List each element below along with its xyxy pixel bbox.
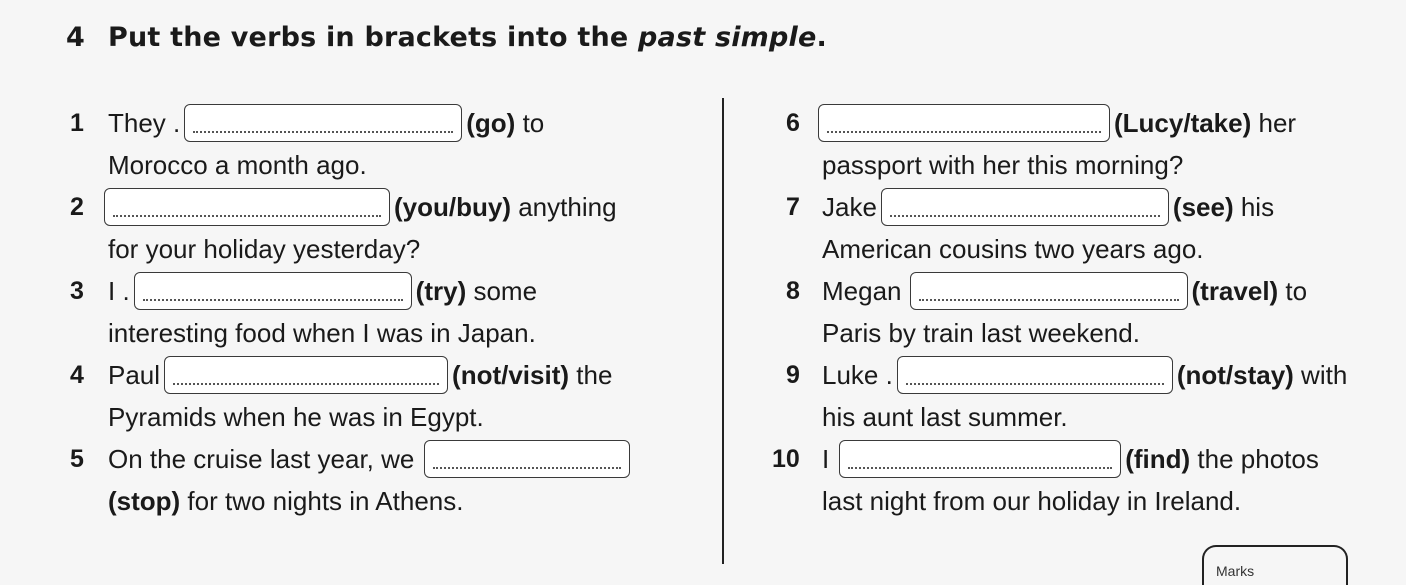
question-text: to xyxy=(515,108,545,138)
question-number: 9 xyxy=(786,361,800,389)
question-6-line-1 xyxy=(786,103,1297,143)
exercise-heading xyxy=(66,22,827,53)
verb-prompt: (not/visit) xyxy=(452,360,570,390)
question-number: 7 xyxy=(786,193,800,221)
question-number: 3 xyxy=(70,277,84,305)
question-text: I . xyxy=(108,276,130,306)
verb-prompt: (stop) xyxy=(108,486,181,516)
question-2-line-1 xyxy=(70,187,617,227)
answer-box-8[interactable] xyxy=(910,272,1188,310)
question-number: 2 xyxy=(70,193,84,221)
question-4-line-2: Pyramids when he was in Egypt. xyxy=(108,402,484,432)
question-text: Paul xyxy=(108,360,161,390)
question-text: the xyxy=(569,360,613,390)
question-text: for two nights in Athens. xyxy=(180,486,464,516)
question-1-line-1 xyxy=(70,103,545,143)
answer-box-7[interactable] xyxy=(881,188,1169,226)
question-number: 6 xyxy=(786,109,800,137)
verb-prompt: (see) xyxy=(1172,192,1234,222)
question-8-line-1 xyxy=(786,271,1308,311)
question-1-line-2: Morocco a month ago. xyxy=(108,150,367,180)
question-9-line-2: his aunt last summer. xyxy=(822,402,1068,432)
marks-label: Marks xyxy=(1216,563,1255,579)
heading-end: . xyxy=(816,22,827,53)
verb-prompt: (travel) xyxy=(1191,276,1279,306)
answer-box-3[interactable] xyxy=(134,272,412,310)
question-text: his xyxy=(1233,192,1275,222)
question-text: some xyxy=(466,276,538,306)
question-text: her xyxy=(1251,108,1297,138)
question-number: 1 xyxy=(70,109,84,137)
answer-box-5[interactable] xyxy=(424,440,630,478)
answer-box-10[interactable] xyxy=(839,440,1121,478)
marks-box xyxy=(1202,545,1348,585)
question-text: to xyxy=(1278,276,1308,306)
question-number: 8 xyxy=(786,277,800,305)
question-text: I xyxy=(822,444,830,474)
question-number: 10 xyxy=(772,445,800,473)
answer-box-6[interactable] xyxy=(818,104,1110,142)
question-6-line-2: passport with her this morning? xyxy=(822,150,1184,180)
question-text: anything xyxy=(511,192,617,222)
verb-prompt: (try) xyxy=(415,276,467,306)
question-text: Jake xyxy=(822,192,877,222)
verb-prompt: (go) xyxy=(466,108,516,138)
question-10-line-1 xyxy=(772,439,1319,479)
question-8-line-2: Paris by train last weekend. xyxy=(822,318,1140,348)
heading-italic: past simple xyxy=(638,22,817,53)
question-7-line-1 xyxy=(786,187,1275,227)
question-text: They . xyxy=(108,108,181,138)
question-text: On the cruise last year, we xyxy=(108,444,415,474)
question-5-line-1 xyxy=(70,439,634,479)
question-3-line-1 xyxy=(70,271,538,311)
question-text: Megan xyxy=(822,276,902,306)
question-9-line-1 xyxy=(786,355,1348,395)
column-divider xyxy=(722,98,724,564)
question-10-line-2: last night from our holiday in Ireland. xyxy=(822,486,1242,516)
answer-box-4[interactable] xyxy=(164,356,448,394)
question-4-line-1 xyxy=(70,355,613,395)
verb-prompt: (find) xyxy=(1125,444,1191,474)
exercise-number: 4 xyxy=(66,22,85,53)
question-7-line-2: American cousins two years ago. xyxy=(822,234,1204,264)
verb-prompt: (you/buy) xyxy=(394,192,511,222)
answer-box-2[interactable] xyxy=(104,188,390,226)
question-text: the photos xyxy=(1190,444,1319,474)
verb-prompt: (not/stay) xyxy=(1176,360,1294,390)
question-3-line-2: interesting food when I was in Japan. xyxy=(108,318,536,348)
question-2-line-2: for your holiday yesterday? xyxy=(108,234,421,264)
question-text: with xyxy=(1293,360,1348,390)
answer-box-1[interactable] xyxy=(184,104,462,142)
verb-prompt: (Lucy/take) xyxy=(1114,108,1252,138)
question-5-line-2 xyxy=(108,481,463,521)
question-number: 4 xyxy=(70,361,84,389)
heading-text: Put the verbs in brackets into the xyxy=(108,22,629,53)
question-text: Luke . xyxy=(822,360,893,390)
question-number: 5 xyxy=(70,445,84,473)
answer-box-9[interactable] xyxy=(897,356,1173,394)
